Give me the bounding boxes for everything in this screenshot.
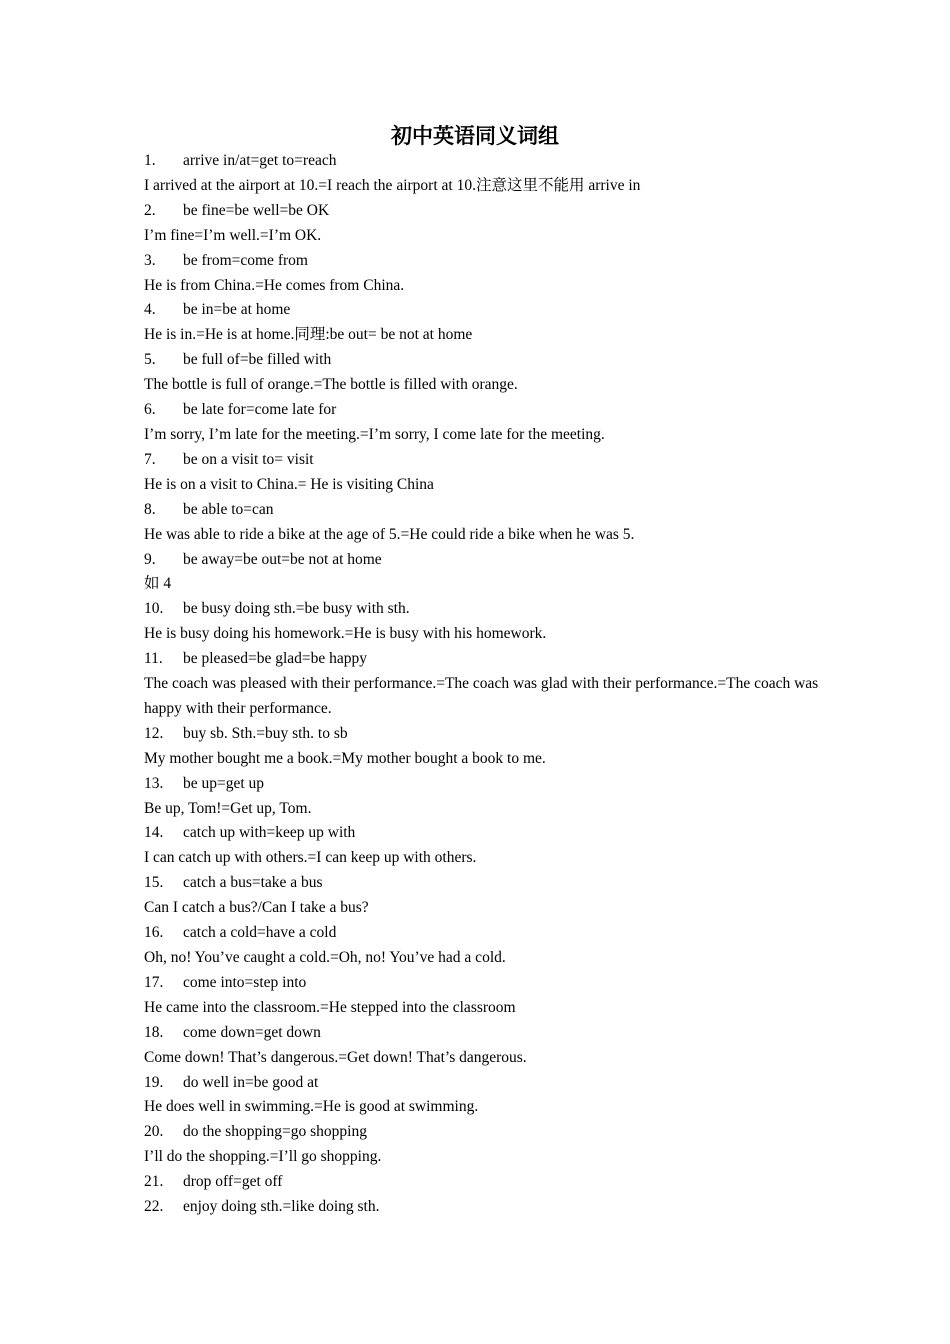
example-sentence (144, 1046, 824, 1071)
numbered-phrase-item (144, 871, 824, 896)
example-sentence (144, 274, 824, 299)
item-number: 18. (144, 1023, 164, 1041)
example-sentence (144, 672, 824, 722)
sentence-text: He was able to ride a bike at the age of 5.=He could ride a bike when he was 5. (144, 525, 635, 543)
item-number: 11. (144, 650, 163, 668)
example-sentence (144, 1095, 824, 1120)
phrase-text: be from=come from (183, 251, 308, 269)
phrase-text: do the shopping=go shopping (183, 1123, 367, 1141)
example-sentence (144, 946, 824, 971)
item-number: 4. (144, 301, 156, 319)
numbered-phrase-item (144, 1195, 824, 1220)
item-number: 6. (144, 401, 156, 419)
sentence-text: He does well in swimming.=He is good at swimming. (144, 1098, 479, 1116)
phrase-text: be fine=be well=be OK (183, 201, 330, 219)
example-sentence (144, 747, 824, 772)
item-number: 13. (144, 774, 164, 792)
numbered-phrase-item (144, 971, 824, 996)
numbered-phrase-item (144, 298, 824, 323)
example-sentence (144, 174, 824, 199)
phrase-text: buy sb. Sth.=buy sth. to sb (183, 724, 348, 742)
item-number: 9. (144, 550, 156, 568)
example-sentence (144, 323, 824, 348)
sentence-text: Oh, no! You’ve caught a cold.=Oh, no! You’ve had a cold. (144, 949, 506, 966)
example-sentence (144, 373, 824, 398)
item-number: 12. (144, 724, 164, 742)
example-sentence (144, 896, 824, 921)
example-sentence (144, 996, 824, 1021)
phrase-text: catch a cold=have a cold (183, 924, 337, 942)
numbered-phrase-item (144, 772, 824, 797)
item-number: 1. (144, 152, 156, 169)
numbered-phrase-item (144, 1021, 824, 1046)
numbered-phrase-item (144, 149, 824, 174)
phrase-text: drop off=get off (183, 1173, 283, 1191)
sentence-text: I can catch up with others.=I can keep up with others. (144, 849, 477, 867)
phrase-text: be late for=come late for (183, 401, 337, 419)
example-sentence (144, 846, 824, 871)
phrase-text: be on a visit to= visit (183, 450, 314, 468)
item-number: 10. (144, 600, 164, 618)
example-sentence (144, 797, 824, 822)
numbered-phrase-item (144, 348, 824, 373)
item-number: 19. (144, 1073, 164, 1091)
numbered-phrase-item (144, 398, 824, 423)
sentence-text: I’m sorry, I’m late for the meeting.=I’m sorry, I come late for the meeting. (144, 425, 605, 443)
sentence-text: He is from China.=He comes from China. (144, 276, 405, 294)
numbered-phrase-item (144, 597, 824, 622)
example-sentence (144, 1145, 824, 1170)
item-number: 5. (144, 351, 156, 369)
phrase-text: do well in=be good at (183, 1073, 319, 1091)
item-number: 21. (144, 1173, 164, 1191)
item-number: 14. (144, 824, 164, 842)
phrase-text: be up=get up (183, 774, 265, 792)
numbered-phrase-item (144, 249, 824, 274)
numbered-phrase-item (144, 1120, 824, 1145)
numbered-phrase-item (144, 722, 824, 747)
item-number: 2. (144, 201, 156, 219)
example-sentence (144, 622, 824, 647)
sentence-text: The coach was pleased with their performance.=The coach was glad with their performance.=The coach was happy with their performance. (144, 675, 819, 717)
sentence-text: He came into the classroom.=He stepped into the classroom (144, 998, 516, 1016)
phrase-text: come down=get down (183, 1023, 321, 1041)
sentence-text: My mother bought me a book.=My mother bought a book to me. (144, 749, 546, 767)
item-number: 17. (144, 973, 164, 991)
numbered-phrase-item (144, 199, 824, 224)
example-sentence (144, 572, 824, 597)
item-number: 7. (144, 450, 156, 468)
item-number: 8. (144, 500, 156, 518)
phrase-text: be away=be out=be not at home (183, 550, 382, 568)
sentence-text: Can I catch a bus?/Can I take a bus? (144, 899, 369, 917)
sentence-text: Come down! That’s dangerous.=Get down! That’s dangerous. (144, 1048, 527, 1066)
example-sentence (144, 423, 824, 448)
phrase-text: catch a bus=take a bus (183, 874, 323, 892)
numbered-phrase-item (144, 1170, 824, 1195)
sentence-text: He is busy doing his homework.=He is busy with his homework. (144, 625, 547, 643)
sentence-text: Be up, Tom!=Get up, Tom. (144, 799, 312, 817)
item-number: 15. (144, 874, 164, 892)
numbered-phrase-item (144, 548, 824, 573)
phrase-text: be in=be at home (183, 301, 291, 319)
phrase-text: be able to=can (183, 500, 274, 518)
sentence-text: I’ll do the shopping.=I’ll go shopping. (144, 1148, 382, 1166)
item-number: 3. (144, 251, 156, 269)
document-body (144, 149, 824, 1220)
phrase-text: catch up with=keep up with (183, 824, 356, 842)
phrase-text: come into=step into (183, 973, 307, 991)
sentence-text: He is in.=He is at home.同理:be out= be not at home (144, 326, 473, 344)
sentence-text: 如 4 (144, 575, 172, 593)
phrase-text: arrive in/at=get to=reach (183, 152, 337, 169)
example-sentence (144, 523, 824, 548)
example-sentence (144, 473, 824, 498)
phrase-text: be pleased=be glad=be happy (183, 650, 368, 668)
item-number: 20. (144, 1123, 164, 1141)
sentence-text: The bottle is full of orange.=The bottle is filled with orange. (144, 376, 518, 394)
numbered-phrase-item (144, 1071, 824, 1096)
sentence-text: He is on a visit to China.= He is visiting China (144, 475, 434, 493)
sentence-text: I arrived at the airport at 10.=I reach the airport at 10.注意这里不能用 arrive in (144, 176, 641, 194)
item-number: 16. (144, 924, 164, 942)
numbered-phrase-item (144, 498, 824, 523)
example-sentence (144, 224, 824, 249)
phrase-text: be full of=be filled with (183, 351, 332, 369)
phrase-text: be busy doing sth.=be busy with sth. (183, 600, 410, 618)
sentence-text: I’m fine=I’m well.=I’m OK. (144, 226, 322, 244)
numbered-phrase-item (144, 821, 824, 846)
numbered-phrase-item (144, 448, 824, 473)
numbered-phrase-item (144, 647, 824, 672)
phrase-text: enjoy doing sth.=like doing sth. (183, 1198, 380, 1216)
document-title: 初中英语同义词组 (391, 123, 559, 148)
item-number: 22. (144, 1198, 164, 1216)
numbered-phrase-item (144, 921, 824, 946)
